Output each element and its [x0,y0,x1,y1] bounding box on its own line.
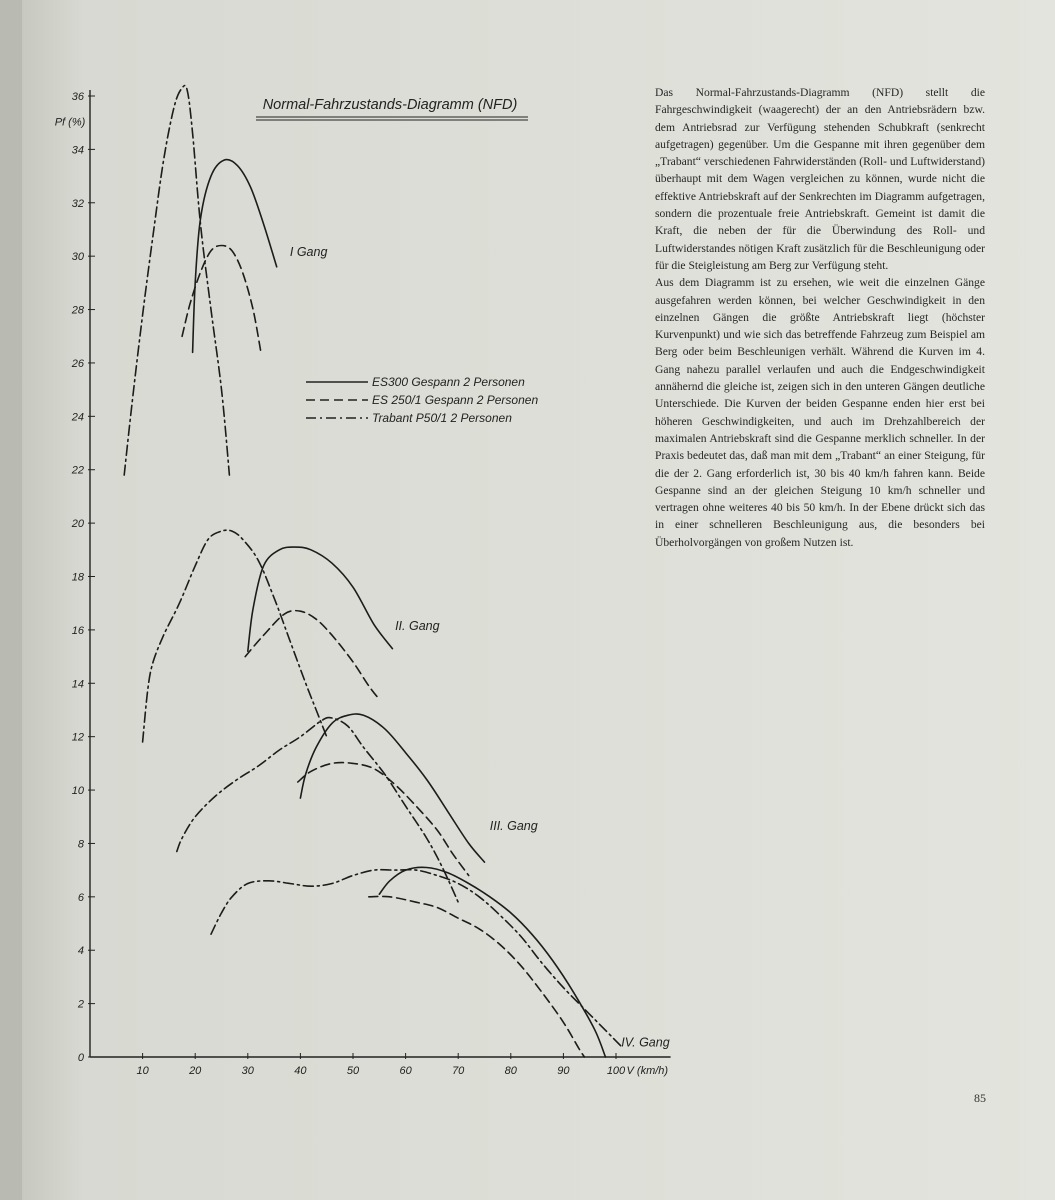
y-tick-label: 22 [71,464,84,477]
chart-title: Normal-Fahrzustands-Diagramm (NFD) [262,97,518,113]
y-tick-label: 26 [71,357,84,370]
y-tick-label: 34 [71,144,84,157]
body-text [655,84,985,551]
x-tick-label: 40 [294,1065,307,1077]
book-page [22,0,1055,1200]
x-tick-label: 80 [504,1065,517,1077]
y-tick-label: 0 [77,1052,84,1064]
curve-gear-iii-solid [300,714,484,862]
gear-label: I Gang [289,245,328,260]
curve-gear-iv-dashdot [211,870,621,1047]
gear-label: II. Gang [395,618,440,633]
y-tick-label: 12 [71,731,84,744]
paragraph-2: Aus dem Diagramm ist zu ersehen, wie weit die einzelnen Gänge ausgefahren werden können, bei welcher Geschwindigkeit in den einzelnen Gängen die größte Antriebskraft liegt (höchster Kurvenpunkt) und wie sich das betreffende Fahrzeug zum Beispiel am Berg oder beim Beschleunigen verhält. Während die Kurven im 4. Gang nahezu parallel verlaufen und auch die Endgeschwindigkeit annähernd die gleiche ist, zeigen sich in den unteren Gängen deutliche Unterschiede. Die Kurven der beiden Gespanne enden hier erst bei höheren Geschwindigkeiten, und auch im Drehzahlbereich der maximalen Antriebskraft sind die Gespanne merklich schneller. In der Praxis bedeutet das, daß man mit dem „Trabant“ an einer Steigung, für die der 2. Gang erforderlich ist, 30 bis 40 km/h fahren kann. Beide Gespanne sind an der gleichen Steigung 10 km/h schneller und vertragen ohne weiteres 40 bis 50 km/h. In der Ebene drückt sich das in einer schnelleren Beschleunigung aus, die besonders bei Überholvorgängen von großem Nutzen ist. [655,276,985,549]
y-tick-label: 28 [71,304,84,317]
x-tick-label: 100 [606,1065,626,1077]
legend-label: ES 250/1 Gespann 2 Personen [372,393,539,407]
y-tick-label: 20 [71,518,84,531]
x-tick-label: 50 [346,1065,360,1077]
legend-label: ES300 Gespann 2 Personen [372,375,525,389]
y-tick-label: 18 [71,571,84,584]
y-axis-label: Pf (%) [54,116,86,129]
y-tick-label: 16 [71,624,84,637]
x-tick-label: 90 [557,1065,570,1077]
x-tick-label: 70 [452,1065,465,1077]
curve-gear-iv-dashed [369,896,585,1057]
y-tick-label: 36 [71,91,84,103]
y-tick-label: 32 [71,197,84,210]
curve-gear-iii-dashed [298,763,469,876]
x-axis-label: V (km/h) [626,1065,669,1077]
page-number: 85 [974,1091,986,1105]
curve-gear-ii-solid [248,547,393,651]
paragraph-1: Das Normal-Fahrzustands-Diagramm (NFD) stellt die Fahrgeschwindigkeit (waagerecht) der an den Antriebsrädern bzw. dem Antriebsrad zur Verfügung stehenden Schubkraft (senkrecht aufgetragen) gegenüber. Um die Gespanne mit ihren gegenüber dem „Trabant“ verschiedenen Fahrwiderständen (Roll- und Luftwiderstand) überhaupt mit dem Wagen vergleichen zu können, wurde nicht die effektive Antriebskraft auf der Senkrechten im Diagramm aufgetragen, sondern die prozentuale freie Antriebskraft. Gemeint ist damit die Kraft, die neben der für die Überwindung des Roll- und Luftwiderstandes nötigen Kraft zusätzlich für die Beschleunigung oder für die Steigleistung am Berg zur Verfügung steht. [655,86,985,272]
y-tick-label: 10 [71,785,84,798]
curve-gear-i-dashdot [124,85,229,475]
y-tick-label: 14 [71,678,84,691]
y-tick-label: 2 [77,998,84,1011]
x-tick-label: 60 [399,1065,412,1077]
y-tick-label: 24 [71,411,84,424]
gear-label: III. Gang [489,819,538,834]
y-tick-label: 6 [77,891,84,904]
y-tick-label: 30 [71,251,84,264]
x-tick-label: 10 [136,1065,149,1077]
y-tick-label: 8 [77,838,84,851]
curve-gear-ii-dashdot [143,530,327,742]
curve-gear-iv-solid [379,867,605,1057]
y-tick-label: 4 [77,945,84,958]
x-tick-label: 30 [241,1065,254,1077]
curve-gear-ii-dashed [245,611,379,700]
legend-label: Trabant P50/1 2 Personen [372,411,512,425]
x-tick-label: 20 [189,1065,202,1077]
gear-label: IV. Gang [621,1035,670,1050]
